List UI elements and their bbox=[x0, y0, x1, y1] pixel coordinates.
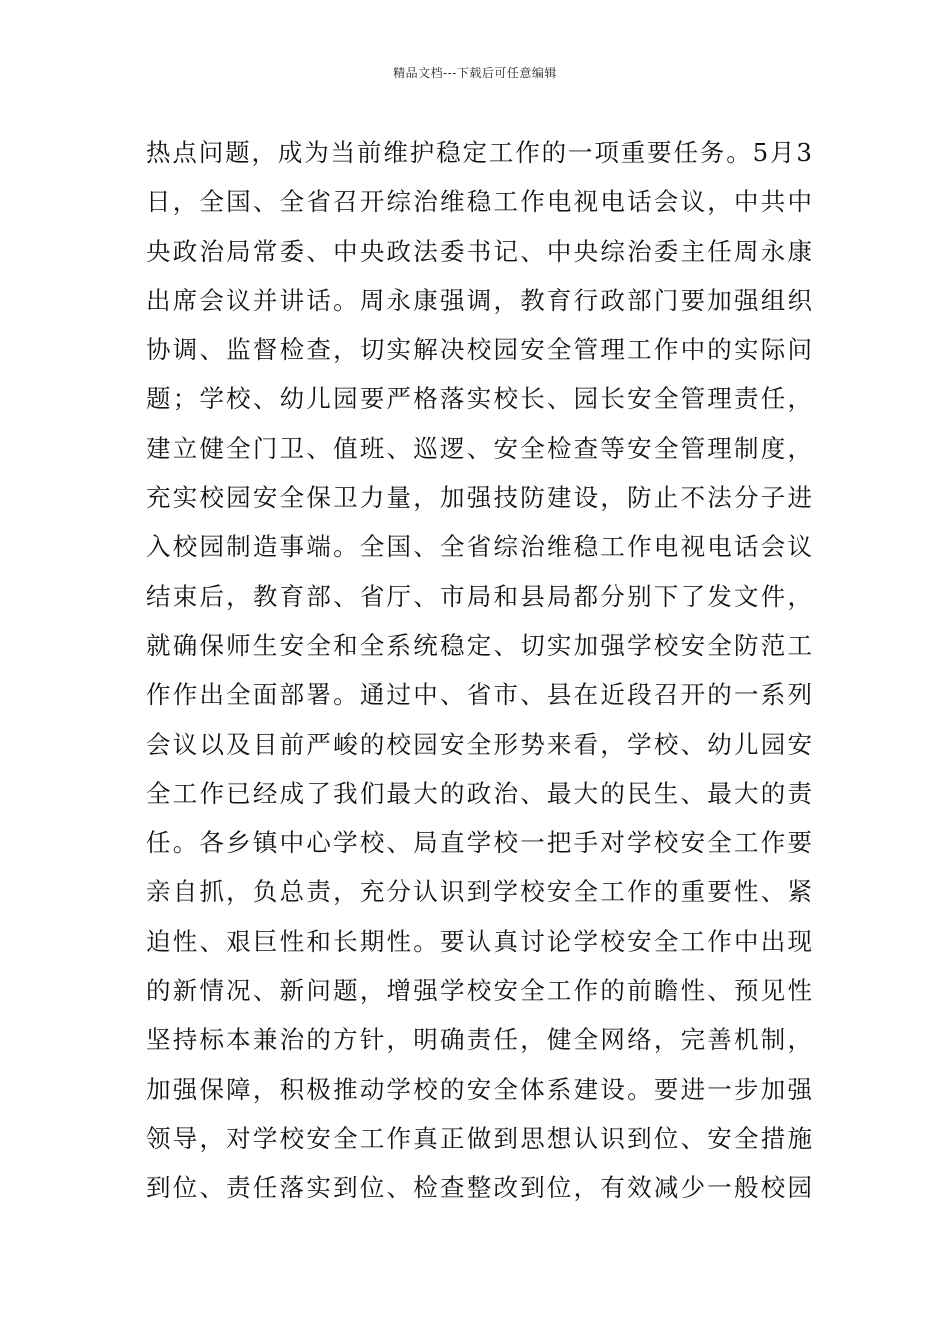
text-line: 全工作已经成了我们最大的政治、最大的民生、最大的责 bbox=[146, 778, 812, 808]
body-paragraph bbox=[146, 128, 812, 1213]
text-line: 热点问题，成为当前维护稳定工作的一项重要任务。5月3 bbox=[146, 138, 812, 167]
text-line: 充实校园安全保卫力量，加强技防建设，防止不法分子进 bbox=[146, 483, 812, 513]
text-line: 日，全国、全省召开综治维稳工作电视电话会议，中共中 bbox=[146, 187, 812, 217]
text-line: 出席会议并讲话。周永康强调，教育行政部门要加强组织 bbox=[146, 285, 812, 315]
text-line: 任。各乡镇中心学校、局直学校一把手对学校安全工作要 bbox=[146, 828, 812, 858]
text-line: 加强保障，积极推动学校的安全体系建设。要进一步加强 bbox=[146, 1074, 812, 1104]
text-line: 就确保师生安全和全系统稳定、切实加强学校安全防范工 bbox=[146, 630, 812, 660]
text-line: 入校园制造事端。全国、全省综治维稳工作电视电话会议 bbox=[146, 532, 812, 562]
text-line: 作作出全面部署。通过中、省市、县在近段召开的一系列 bbox=[146, 680, 812, 710]
text-line: 建立健全门卫、值班、巡逻、安全检查等安全管理制度， bbox=[146, 433, 812, 463]
text-line: 协调、监督检查，切实解决校园安全管理工作中的实际问 bbox=[146, 335, 812, 365]
text-line: 的新情况、新问题，增强学校安全工作的前瞻性、预见性 bbox=[146, 976, 812, 1006]
page-header: 精品文档---下载后可任意编辑 bbox=[393, 66, 557, 80]
text-line: 迫性、艰巨性和长期性。要认真讨论学校安全工作中出现 bbox=[146, 926, 812, 956]
text-line: 央政治局常委、中央政法委书记、中央综治委主任周永康 bbox=[146, 236, 812, 266]
text-line: 题；学校、幼儿园要严格落实校长、园长安全管理责任， bbox=[146, 384, 812, 414]
text-line: 领导，对学校安全工作真正做到思想认识到位、安全措施 bbox=[146, 1123, 812, 1153]
text-line: 坚持标本兼治的方针，明确责任，健全网络，完善机制， bbox=[146, 1025, 812, 1055]
text-line: 会议以及目前严峻的校园安全形势来看，学校、幼儿园安 bbox=[146, 729, 812, 759]
text-line: 结束后，教育部、省厅、市局和县局都分别下了发文件， bbox=[146, 581, 812, 611]
text-line: 亲自抓，负总责，充分认识到学校安全工作的重要性、紧 bbox=[146, 877, 812, 907]
text-line: 到位、责任落实到位、检查整改到位，有效减少一般校园 bbox=[146, 1173, 812, 1203]
